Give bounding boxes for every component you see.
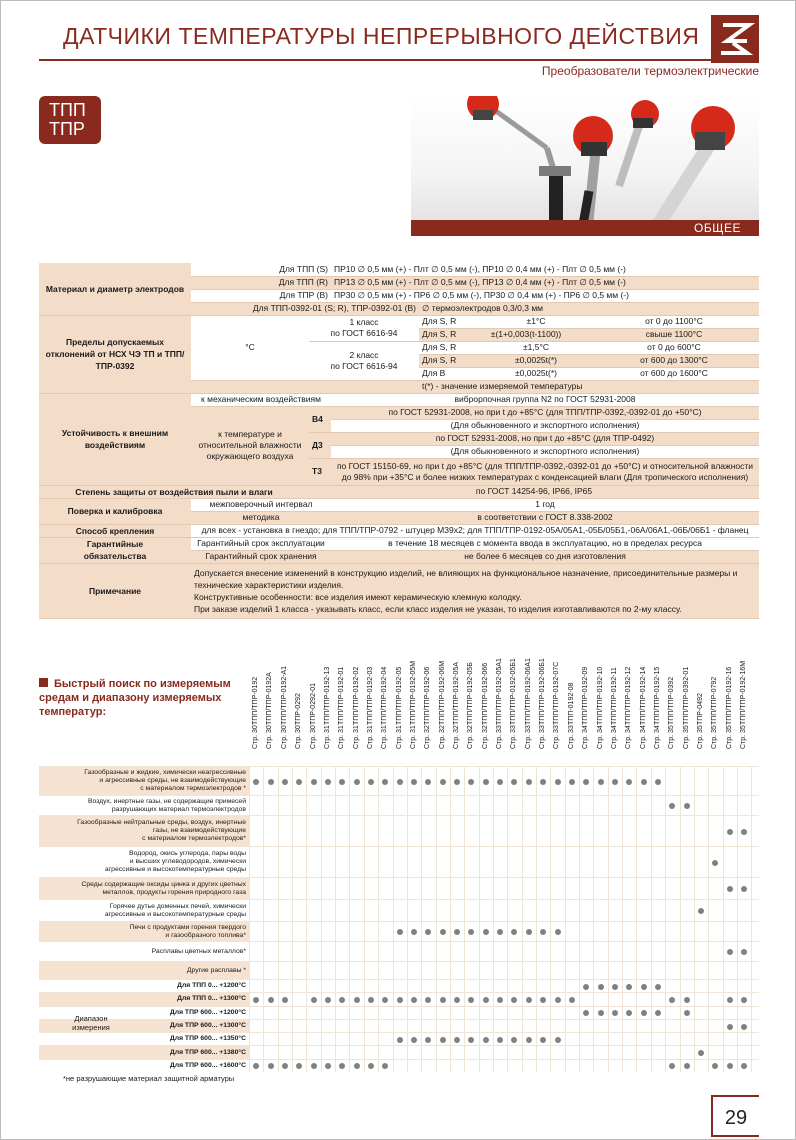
model-column-header: Стр. 32 ТПП/ТПР-0192-05А (453, 662, 461, 749)
selection-grid (39, 766, 759, 1072)
match-dot (669, 803, 675, 809)
match-dot (741, 997, 747, 1003)
grid-line (407, 766, 408, 1072)
match-dot (411, 929, 417, 935)
match-dot (440, 997, 446, 1003)
row-label: Водород, окись углерода, пары воды и высших углеводородов, химически агрессивные и высокотемпературные среды (104, 850, 246, 873)
match-dot (325, 997, 331, 1003)
tolerance-class2: 2 класс по ГОСТ 6616-94 (309, 341, 419, 380)
match-dot (497, 779, 503, 785)
match-dot (669, 997, 675, 1003)
match-dot (282, 1063, 288, 1069)
grid-line (378, 766, 379, 1072)
row-label: Для ТПР 600... +1300°C (39, 1020, 249, 1032)
match-dot (411, 997, 417, 1003)
match-dot (655, 779, 661, 785)
match-dot (311, 779, 317, 785)
match-dot (411, 779, 417, 785)
match-dot (555, 1037, 561, 1043)
row-label: Газообразные нейтральные среды, воздух, инертные газы, не взаимодействующие с материалом термоэлектродов* (39, 816, 249, 846)
grid-line (751, 766, 752, 1072)
header-rule (39, 59, 711, 61)
model-column-header: Стр. 35 ТПП/ТПР-0392 (668, 676, 676, 749)
page-number: 29 (711, 1095, 759, 1137)
match-dot (655, 1010, 661, 1016)
grid-line (536, 766, 537, 1072)
grid-line (593, 766, 594, 1072)
product-photo (411, 96, 759, 236)
grid-line (421, 766, 422, 1072)
match-dot (368, 1063, 374, 1069)
match-dot (526, 997, 532, 1003)
row-label: Для ТПР 600... +1200°C (169, 1008, 246, 1016)
match-dot (598, 779, 604, 785)
match-dot (641, 1010, 647, 1016)
model-column-header: Стр. 34 ТПП/ТПР-0192-14 (639, 666, 647, 749)
row-label: Печи с продуктами горения твердого и газообразного топлива* (39, 922, 249, 941)
model-column-header: Стр. 34 ТПП/ТПР-0192-12 (625, 666, 633, 749)
match-dot (497, 1037, 503, 1043)
grid-line (651, 766, 652, 1072)
match-dot (684, 997, 690, 1003)
model-column-header: Стр. 33 ТПП/ТПР-0192-06Б1 (539, 658, 547, 749)
match-dot (325, 1063, 331, 1069)
match-dot (311, 997, 317, 1003)
match-dot (368, 779, 374, 785)
match-dot (296, 779, 302, 785)
row-label: Газообразные и жидкие, химически неагрессивные и агрессивные среды, не взаимодействующие с материалом термоэлектродов * (39, 767, 249, 795)
match-dot (440, 1037, 446, 1043)
match-dot (425, 779, 431, 785)
match-dot (684, 803, 690, 809)
match-dot (397, 929, 403, 935)
spec-label-warranty: Гарантийные обязательства (39, 537, 191, 563)
model-column-header: Стр. 33 ТПП/ТПР-0192-07С (553, 661, 561, 749)
grid-line (694, 766, 695, 1072)
grid-line (608, 766, 609, 1072)
model-column-header: Стр. 32 ТПП/ТПР-0192-05Б (467, 662, 475, 749)
model-column-header: Стр. 33 ТПП/ТПР-0192-05Б1 (510, 658, 518, 749)
match-dot (626, 1010, 632, 1016)
match-dot (569, 779, 575, 785)
match-dot (540, 1037, 546, 1043)
grid-line (349, 766, 350, 1072)
match-dot (268, 779, 274, 785)
match-dot (354, 997, 360, 1003)
row-label: Для ТПП 0... +1200°C (177, 982, 246, 990)
grid-line (321, 766, 322, 1072)
grid-line (493, 766, 494, 1072)
match-dot (612, 1010, 618, 1016)
match-dot (282, 997, 288, 1003)
match-dot (454, 929, 460, 935)
match-dot (282, 779, 288, 785)
grid-line (550, 766, 551, 1072)
match-dot (698, 908, 704, 914)
bullet-icon (39, 678, 48, 687)
match-dot (454, 997, 460, 1003)
match-dot (411, 1037, 417, 1043)
match-dot (497, 997, 503, 1003)
range-group-label: Диапазон измерения (72, 1014, 110, 1032)
match-dot (382, 1063, 388, 1069)
match-dot (511, 929, 517, 935)
match-dot (741, 1024, 747, 1030)
match-dot (468, 929, 474, 935)
match-dot (468, 779, 474, 785)
grid-line (737, 766, 738, 1072)
match-dot (684, 1010, 690, 1016)
match-dot (325, 779, 331, 785)
grid-line (708, 766, 709, 1072)
row-label: Для ТПР 600... +1380°C (39, 1046, 249, 1058)
match-dot (354, 779, 360, 785)
model-column-header: Стр. 31 ТПП/ТПР-0192-02 (352, 666, 360, 749)
match-dot (698, 1050, 704, 1056)
match-dot (598, 984, 604, 990)
match-dot (339, 779, 345, 785)
model-column-header: Стр. 34 ТПП/ТПР-0192-09 (582, 666, 590, 749)
match-dot (468, 1037, 474, 1043)
row-label: Горячее дутье доменных печей, химически агрессивные и высокотемпературные среды (104, 902, 246, 918)
match-dot (540, 997, 546, 1003)
match-dot (382, 997, 388, 1003)
model-column-header: Стр. 33 ТПП/ТПР-0192-05А1 (496, 658, 504, 749)
match-dot (511, 997, 517, 1003)
match-dot (569, 997, 575, 1003)
model-column-header: Стр. 30 ТПР-0292 (295, 693, 303, 749)
match-dot (583, 984, 589, 990)
row-label: Для ТПР 600... +1350°C (169, 1035, 246, 1043)
model-column-header: Стр. 32 ТПП/ТПР-0192-06М (438, 660, 446, 749)
model-column-header: Стр. 32 ТПП/ТПР-0192-066 (481, 662, 489, 749)
row-label: Среды содержащие оксиды цинка и других цветных металлов, продукты горения природного газа (39, 878, 249, 899)
match-dot (497, 929, 503, 935)
match-dot (583, 1010, 589, 1016)
match-dot (511, 1037, 517, 1043)
grid-line (522, 766, 523, 1072)
model-column-header: Стр. 30 ТПП/ТПР-0192 (252, 676, 260, 749)
grid-line (306, 766, 307, 1072)
model-column-header: Стр. 30 ТПП/ТПР-0192-А1 (280, 665, 288, 749)
match-dot (311, 1063, 317, 1069)
grid-line (450, 766, 451, 1072)
match-dot (727, 886, 733, 892)
grid-line (464, 766, 465, 1072)
model-column-header: Стр. 33 ТПП-0192-08 (567, 682, 575, 749)
match-dot (727, 1063, 733, 1069)
grid-line (249, 766, 250, 1072)
match-dot (655, 984, 661, 990)
match-dot (526, 779, 532, 785)
match-dot (397, 997, 403, 1003)
match-dot (526, 929, 532, 935)
match-dot (397, 779, 403, 785)
model-column-header: Стр. 31 ТПП/ТПР-0192-05М (409, 660, 417, 749)
model-column-header: Стр. 34 ТПП/ТПР-0192-10 (596, 666, 604, 749)
match-dot (540, 929, 546, 935)
match-dot (511, 779, 517, 785)
model-column-header: Стр. 31 ТПП/ТПР-0192-05 (395, 666, 403, 749)
grid-line (335, 766, 336, 1072)
product-tag (39, 96, 101, 144)
match-dot (253, 1063, 259, 1069)
match-dot (727, 829, 733, 835)
quick-search-heading: Быстрый поиск по измеряемым средам и диапазону измеряемых температур: (39, 678, 231, 718)
match-dot (339, 1063, 345, 1069)
match-dot (468, 997, 474, 1003)
match-dot (684, 1063, 690, 1069)
spec-label-material: Материал и диаметр электродов (39, 263, 191, 315)
page-number-rule (711, 1135, 759, 1137)
match-dot (483, 779, 489, 785)
footnote: *не разрушающие материал защитной арматуры (63, 1074, 235, 1083)
match-dot (425, 997, 431, 1003)
grid-line (393, 766, 394, 1072)
match-dot (626, 779, 632, 785)
model-column-header: Стр. 35 ТПП/ТПР-0792 (711, 676, 719, 749)
model-column-header: Стр. 34 ТПП/ТПР-0192-11 (610, 667, 618, 749)
match-dot (368, 997, 374, 1003)
row-label: Другие расплавы * (39, 962, 249, 979)
match-dot (440, 929, 446, 935)
model-column-header: Стр. 33 ТПП/ТПР-0192-06А1 (524, 658, 532, 749)
match-dot (741, 886, 747, 892)
match-dot (712, 1063, 718, 1069)
tolerance-class1: 1 класс по ГОСТ 6616-94 (309, 315, 419, 341)
model-columns (249, 658, 763, 761)
model-column-header: Стр. 35 ТПП/ТПР-0192-16М (740, 660, 748, 749)
page-title: ДАТЧИКИ ТЕМПЕРАТУРЫ НЕПРЕРЫВНОГО ДЕЙСТВИЯ (63, 23, 700, 49)
grid-line (579, 766, 580, 1072)
model-column-header: Стр. 30 ТПП/ТПР-0192А (266, 672, 274, 749)
match-dot (555, 779, 561, 785)
grid-line (292, 766, 293, 1072)
model-column-header: Стр. 34 ТПП/ТПР-0192-15 (653, 666, 661, 749)
grid-line (622, 766, 623, 1072)
match-dot (483, 929, 489, 935)
model-column-header: Стр. 31 ТПП/ТПР-0192-13 (323, 666, 331, 749)
model-column-header: Стр. 30 ТПР-0292-01 (309, 683, 317, 749)
match-dot (741, 949, 747, 955)
match-dot (440, 779, 446, 785)
match-dot (727, 1024, 733, 1030)
match-dot (669, 1063, 675, 1069)
grid-line (680, 766, 681, 1072)
match-dot (397, 1037, 403, 1043)
tag-line-1: ТПП (49, 100, 86, 120)
logo-icon (711, 15, 759, 63)
row-label: Расплавы цветных металлов* (151, 947, 246, 955)
match-dot (454, 779, 460, 785)
match-dot (425, 929, 431, 935)
match-dot (612, 984, 618, 990)
match-dot (583, 779, 589, 785)
match-dot (727, 997, 733, 1003)
grid-line (278, 766, 279, 1072)
row-label: Для ТПР 600... +1600°C (169, 1061, 246, 1069)
match-dot (339, 997, 345, 1003)
match-dot (382, 779, 388, 785)
thermocouple-photo-icon (411, 96, 759, 236)
match-dot (483, 997, 489, 1003)
match-dot (425, 1037, 431, 1043)
match-dot (641, 779, 647, 785)
match-dot (268, 1063, 274, 1069)
match-dot (626, 984, 632, 990)
grid-line (723, 766, 724, 1072)
spec-label-tolerance: Пределы допускаемых отклонений от НСХ ЧЭ ТП и ТПП/ТПР-0392 (39, 315, 191, 393)
page-subtitle: Преобразователи термоэлектрические (541, 64, 759, 78)
grid-line (507, 766, 508, 1072)
match-dot (598, 1010, 604, 1016)
tolerance-unit: °C (191, 315, 309, 380)
grid-line (565, 766, 566, 1072)
row-label: Воздух, инертные газы, не содержащие примесей разрушающих материал термоэлектродов (87, 797, 246, 813)
match-dot (741, 1063, 747, 1069)
match-dot (712, 860, 718, 866)
match-dot (555, 997, 561, 1003)
match-dot (540, 779, 546, 785)
match-dot (253, 779, 259, 785)
grid-line (636, 766, 637, 1072)
match-dot (454, 1037, 460, 1043)
model-column-header: Стр. 35 ТПП/ТПР-0192-16 (725, 666, 733, 749)
photo-label: ОБЩЕЕ (694, 221, 741, 235)
match-dot (612, 779, 618, 785)
match-dot (741, 829, 747, 835)
spec-label-resistance: Устойчивость к внешним воздействиям (39, 393, 191, 485)
match-dot (727, 949, 733, 955)
model-column-header: Стр. 31 ТПП/ТПР-0192-01 (338, 666, 346, 749)
match-dot (354, 1063, 360, 1069)
grid-line (263, 766, 264, 1072)
grid-line (479, 766, 480, 1072)
match-dot (641, 984, 647, 990)
model-column-header: Стр. 35 ТПР-0492 (696, 693, 704, 749)
model-column-header: Стр. 31 ТПП/ТПР-0192-03 (366, 666, 374, 749)
match-dot (253, 997, 259, 1003)
model-column-header: Стр. 31 ТПП/ТПР-0192-04 (381, 666, 389, 749)
spec-table: Материал и диаметр электродов Для ТПП (S) ПР10 ∅ 0,5 мм (+) - Плт ∅ 0,5 мм (-), ПР10 ∅ 0,4 мм (+) - Плт ∅ 0,5 мм (-) Для ТПП (R) ПР13 ∅ 0,5 мм (+) - Плт ∅ 0,5 мм (-), ПР13 ∅ 0,4 мм (+) - Плт ∅ 0,5 мм (-) Для ТПР (B) ПР30 ∅ 0,5 мм (+) - ПР6 ∅ 0,5 мм (-), ПР30 ∅ 0,4 мм (+) - ПР6 ∅ 0,5 мм (-) Для ТПП-0392-01 (S; R), ТПР-0392-01 (B) ∅ термоэлектродов 0,3/0,3 мм Пределы допускаемых отклонений от НСХ ЧЭ ТП и ТПП/ТПР-0392 °C 1 класс по ГОСТ 6616-94 Для S, R ±1°C от 0 до 1100°C Для S, R ±(1+0,003(t-1100)) свыше 1100°C 2 класс по ГОСТ 6616-94 Для S, R ±1,5°C от 0 до 600°C Для S, R ±0,0025t(*) от 600 до 1300°C Для В ±0,0025t(*) от 600 до 1600°C t(*) - значение измеряемой температуры Устойчивость к внешним воздействиям к механическим воздействиям виброрпочная группа N2 по ГОСТ 52931-2008 к температуре и относительной влажности окружающего воздуха В4 по ГОСТ 52931-2008, но при t до +85°C (для ТПП/ТПР-0392,-0392-01 до +50°C) (Для обыкновенного и экспортного исполнения) Д3 по ГОСТ 52931-2008, но при t до +85°C (для ТПР-0492) (Для обыкновенного и экспортного исполнения) Т3 по ГОСТ 15150-69, но при t до +85°C (для ТПП/ТПР-0392,-0392-01 до +50°C) и относительной влажности до 98% при +35°C и более низких температурах с конденсацией влаги (Для тропического исполнения) Степень защиты от воздействия пыли и влаги по ГОСТ 14254-96, IP66, IP65 Поверка и калибровка межповерочный интервал 1 год методика в соответствии с ГОСТ 8.338-2002 Способ крепления для всех - установка в гнездо; для ТПП/ТПР-0792 - штуцер М39х2; для ТПП/ТПР-0192-05А/05А1,-05Б/05Б1,-06А/06А1,-06Б/06Б1 - фланец Гарантийные обязательства Гарантийный срок эксплуатации в течение 18 месяцев с момента ввода в эксплуатацию, но в пределах ресурса Гарантийный срок хранения не более 6 месяцев со дня изготовления Примечание Допускается внесение изменений в конструкцию изделий, не влияющих на функциональное назначение, присоединительные размеры и технические характеристики изделия. Конструктивные особенности: все изделия имеют керамическую клемную колодку. При заказе изделий 1 класса - указывать класс, если класс изделия не указан, то изделия изготавливаются по 2-му классу. (39, 263, 759, 619)
match-dot (483, 1037, 489, 1043)
model-column-header: Стр. 35 ТПП/ТПР-0392-01 (682, 666, 690, 749)
match-dot (268, 997, 274, 1003)
tag-line-2: ТПР (49, 119, 85, 139)
grid-line (364, 766, 365, 1072)
match-dot (555, 929, 561, 935)
grid-line (436, 766, 437, 1072)
match-dot (526, 1037, 532, 1043)
grid-line (665, 766, 666, 1072)
match-dot (296, 1063, 302, 1069)
model-column-header: Стр. 32 ТПП/ТПР-0192-06 (424, 666, 432, 749)
row-label: Для ТПП 0... +1300°C (39, 993, 249, 1005)
